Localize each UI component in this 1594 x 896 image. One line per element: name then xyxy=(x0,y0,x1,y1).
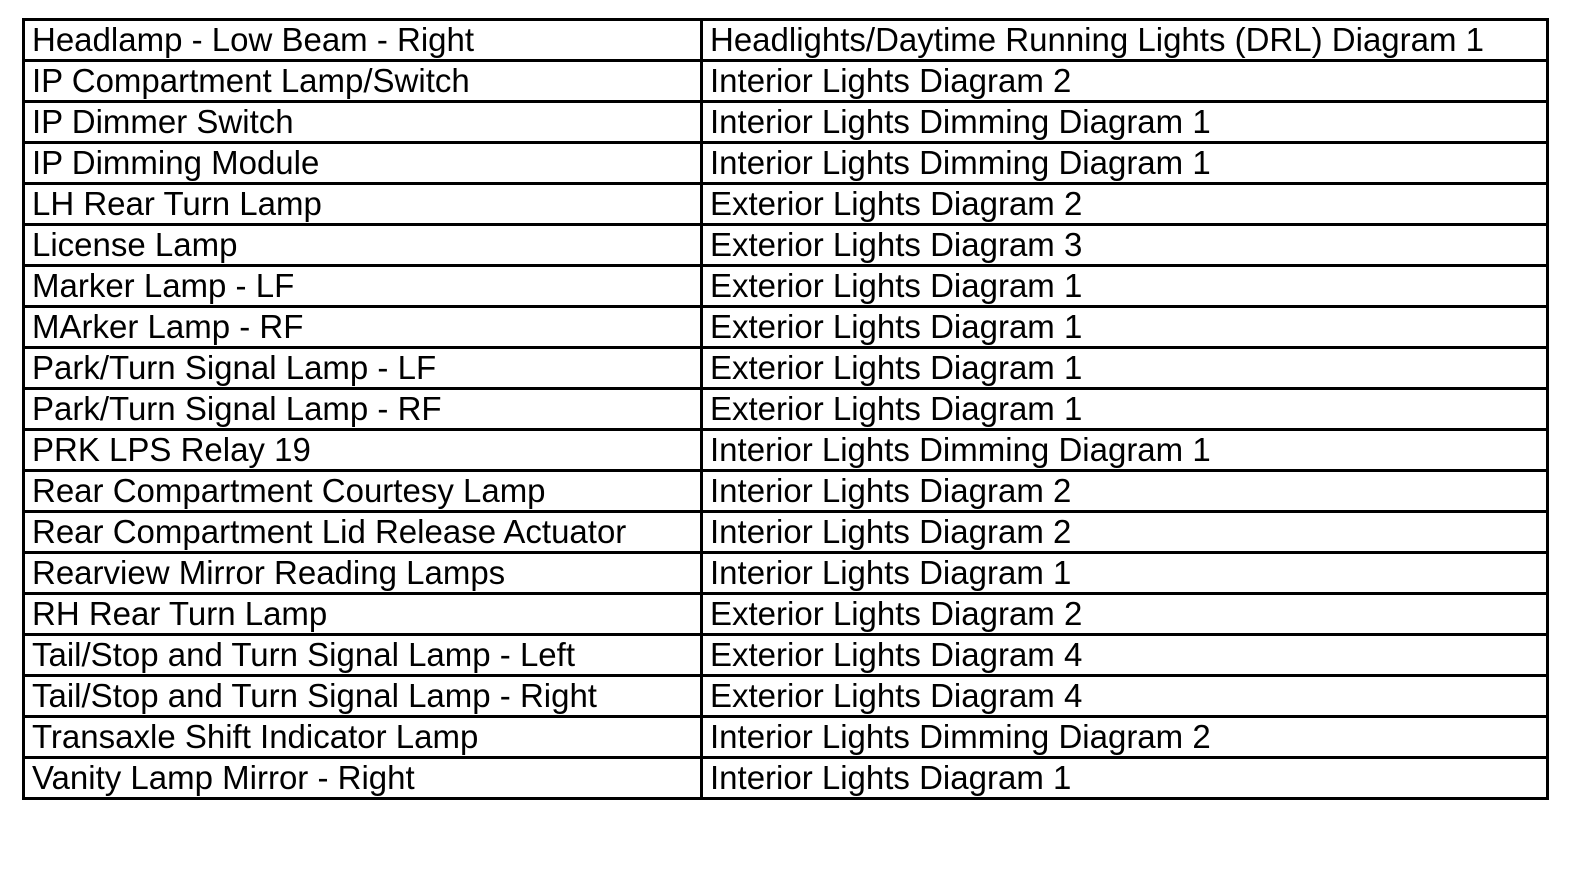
diagram-cell: Interior Lights Diagram 2 xyxy=(702,512,1548,553)
table-row xyxy=(24,676,1548,717)
diagram-cell: Exterior Lights Diagram 2 xyxy=(702,594,1548,635)
diagram-cell: Exterior Lights Diagram 2 xyxy=(702,184,1548,225)
table-row xyxy=(24,717,1548,758)
diagram-cell: Interior Lights Diagram 2 xyxy=(702,61,1548,102)
table-row xyxy=(24,430,1548,471)
table-row xyxy=(24,389,1548,430)
diagram-cell: Exterior Lights Diagram 1 xyxy=(702,389,1548,430)
component-cell: PRK LPS Relay 19 xyxy=(24,430,702,471)
component-cell: Transaxle Shift Indicator Lamp xyxy=(24,717,702,758)
table-row xyxy=(24,184,1548,225)
table-body xyxy=(24,20,1548,799)
diagram-cell: Interior Lights Dimming Diagram 2 xyxy=(702,717,1548,758)
component-diagram-table xyxy=(22,18,1549,800)
component-cell: Park/Turn Signal Lamp - LF xyxy=(24,348,702,389)
diagram-cell: Interior Lights Diagram 1 xyxy=(702,553,1548,594)
diagram-cell: Interior Lights Dimming Diagram 1 xyxy=(702,102,1548,143)
table-row xyxy=(24,512,1548,553)
table-row xyxy=(24,471,1548,512)
component-cell: IP Dimming Module xyxy=(24,143,702,184)
table-row xyxy=(24,758,1548,799)
table-row xyxy=(24,225,1548,266)
table-row xyxy=(24,307,1548,348)
table-row xyxy=(24,635,1548,676)
diagram-cell: Exterior Lights Diagram 3 xyxy=(702,225,1548,266)
table-row xyxy=(24,20,1548,61)
component-cell: Marker Lamp - LF xyxy=(24,266,702,307)
component-cell: License Lamp xyxy=(24,225,702,266)
diagram-cell: Interior Lights Diagram 2 xyxy=(702,471,1548,512)
component-cell: Headlamp - Low Beam - Right xyxy=(24,20,702,61)
table-row xyxy=(24,348,1548,389)
component-cell: IP Dimmer Switch xyxy=(24,102,702,143)
component-cell: Rear Compartment Lid Release Actuator xyxy=(24,512,702,553)
diagram-cell: Interior Lights Dimming Diagram 1 xyxy=(702,143,1548,184)
diagram-cell: Exterior Lights Diagram 1 xyxy=(702,307,1548,348)
component-cell: RH Rear Turn Lamp xyxy=(24,594,702,635)
component-cell: Tail/Stop and Turn Signal Lamp - Left xyxy=(24,635,702,676)
component-cell: Rearview Mirror Reading Lamps xyxy=(24,553,702,594)
diagram-cell: Exterior Lights Diagram 1 xyxy=(702,266,1548,307)
diagram-cell: Exterior Lights Diagram 4 xyxy=(702,676,1548,717)
diagram-cell: Interior Lights Dimming Diagram 1 xyxy=(702,430,1548,471)
table-row xyxy=(24,594,1548,635)
diagram-cell: Interior Lights Diagram 1 xyxy=(702,758,1548,799)
component-cell: Tail/Stop and Turn Signal Lamp - Right xyxy=(24,676,702,717)
table-row xyxy=(24,553,1548,594)
component-cell: LH Rear Turn Lamp xyxy=(24,184,702,225)
component-cell: IP Compartment Lamp/Switch xyxy=(24,61,702,102)
table-row xyxy=(24,102,1548,143)
diagram-cell: Exterior Lights Diagram 4 xyxy=(702,635,1548,676)
component-cell: Rear Compartment Courtesy Lamp xyxy=(24,471,702,512)
diagram-cell: Exterior Lights Diagram 1 xyxy=(702,348,1548,389)
diagram-cell: Headlights/Daytime Running Lights (DRL) Diagram 1 xyxy=(702,20,1548,61)
component-cell: MArker Lamp - RF xyxy=(24,307,702,348)
component-cell: Vanity Lamp Mirror - Right xyxy=(24,758,702,799)
table-row xyxy=(24,143,1548,184)
component-cell: Park/Turn Signal Lamp - RF xyxy=(24,389,702,430)
table-row xyxy=(24,61,1548,102)
table-row xyxy=(24,266,1548,307)
